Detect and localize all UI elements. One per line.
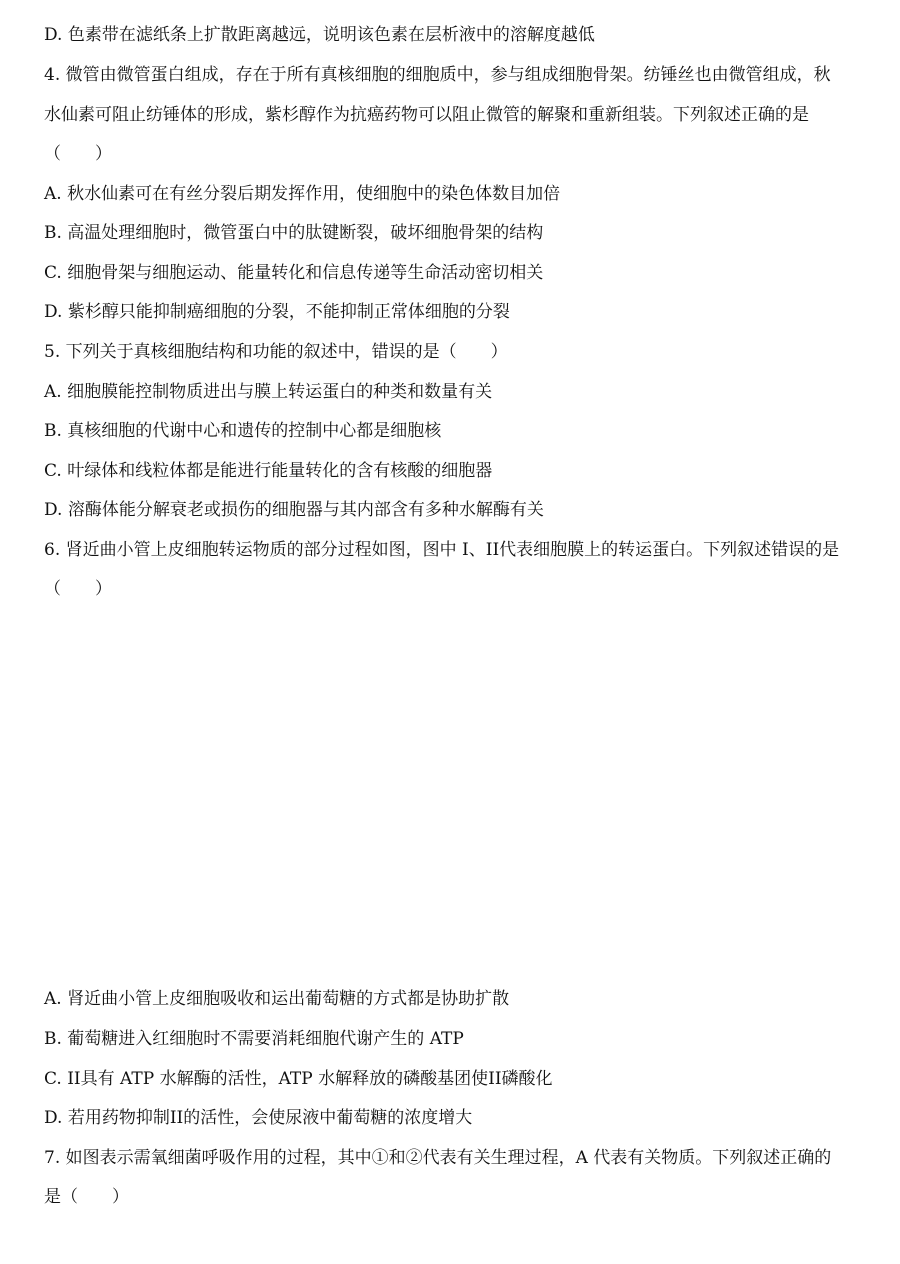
q4-option-d: D. 紫杉醇只能抑制癌细胞的分裂，不能抑制正常体细胞的分裂 bbox=[44, 302, 510, 322]
q7-stem-line-2: 是（ ） bbox=[44, 1187, 129, 1207]
q5-option-c: C. 叶绿体和线粒体都是能进行能量转化的含有核酸的细胞器 bbox=[44, 461, 493, 481]
q6-option-c: C. II具有 ATP 水解酶的活性，ATP 水解释放的磷酸基团使II磷酸化 bbox=[44, 1069, 553, 1089]
q5-stem: 5. 下列关于真核细胞结构和功能的叙述中，错误的是（ ） bbox=[44, 342, 508, 362]
q4-stem-line-2: 水仙素可阻止纺锤体的形成，紫杉醇作为抗癌药物可以阻止微管的解聚和重新组装。下列叙述正确的是 bbox=[44, 105, 809, 125]
q6-figure-area bbox=[44, 618, 856, 978]
q4-option-a: A. 秋水仙素可在有丝分裂后期发挥作用，使细胞中的染色体数目加倍 bbox=[44, 184, 561, 204]
q5-option-a: A. 细胞膜能控制物质进出与膜上转运蛋白的种类和数量有关 bbox=[44, 382, 493, 402]
q6-option-d: D. 若用药物抑制II的活性，会使尿液中葡萄糖的浓度增大 bbox=[44, 1108, 473, 1128]
q6-stem-line-2: （ ） bbox=[44, 579, 112, 599]
q5-option-b: B. 真核细胞的代谢中心和遗传的控制中心都是细胞核 bbox=[44, 421, 442, 441]
q4-stem-line-3: （ ） bbox=[44, 144, 112, 164]
q6-stem-line-1: 6. 肾近曲小管上皮细胞转运物质的部分过程如图，图中 I、II代表细胞膜上的转运蛋白。下列叙述错误的是 bbox=[44, 540, 840, 560]
q4-stem-line-1: 4. 微管由微管蛋白组成，存在于所有真核细胞的细胞质中，参与组成细胞骨架。纺锤丝也由微管组成，秋 bbox=[44, 65, 831, 85]
q5-option-d: D. 溶酶体能分解衰老或损伤的细胞器与其内部含有多种水解酶有关 bbox=[44, 500, 544, 520]
q6-option-b: B. 葡萄糖进入红细胞时不需要消耗细胞代谢产生的 ATP bbox=[44, 1029, 464, 1049]
q6-option-a: A. 肾近曲小管上皮细胞吸收和运出葡萄糖的方式都是协助扩散 bbox=[44, 989, 510, 1009]
q3-option-d: D. 色素带在滤纸条上扩散距离越远，说明该色素在层析液中的溶解度越低 bbox=[44, 25, 595, 45]
q7-stem-line-1: 7. 如图表示需氧细菌呼吸作用的过程，其中①和②代表有关生理过程，A 代表有关物质。下列叙述正确的 bbox=[44, 1148, 832, 1168]
q4-option-c: C. 细胞骨架与细胞运动、能量转化和信息传递等生命活动密切相关 bbox=[44, 263, 544, 283]
q4-option-b: B. 高温处理细胞时，微管蛋白中的肽键断裂，破坏细胞骨架的结构 bbox=[44, 223, 544, 243]
